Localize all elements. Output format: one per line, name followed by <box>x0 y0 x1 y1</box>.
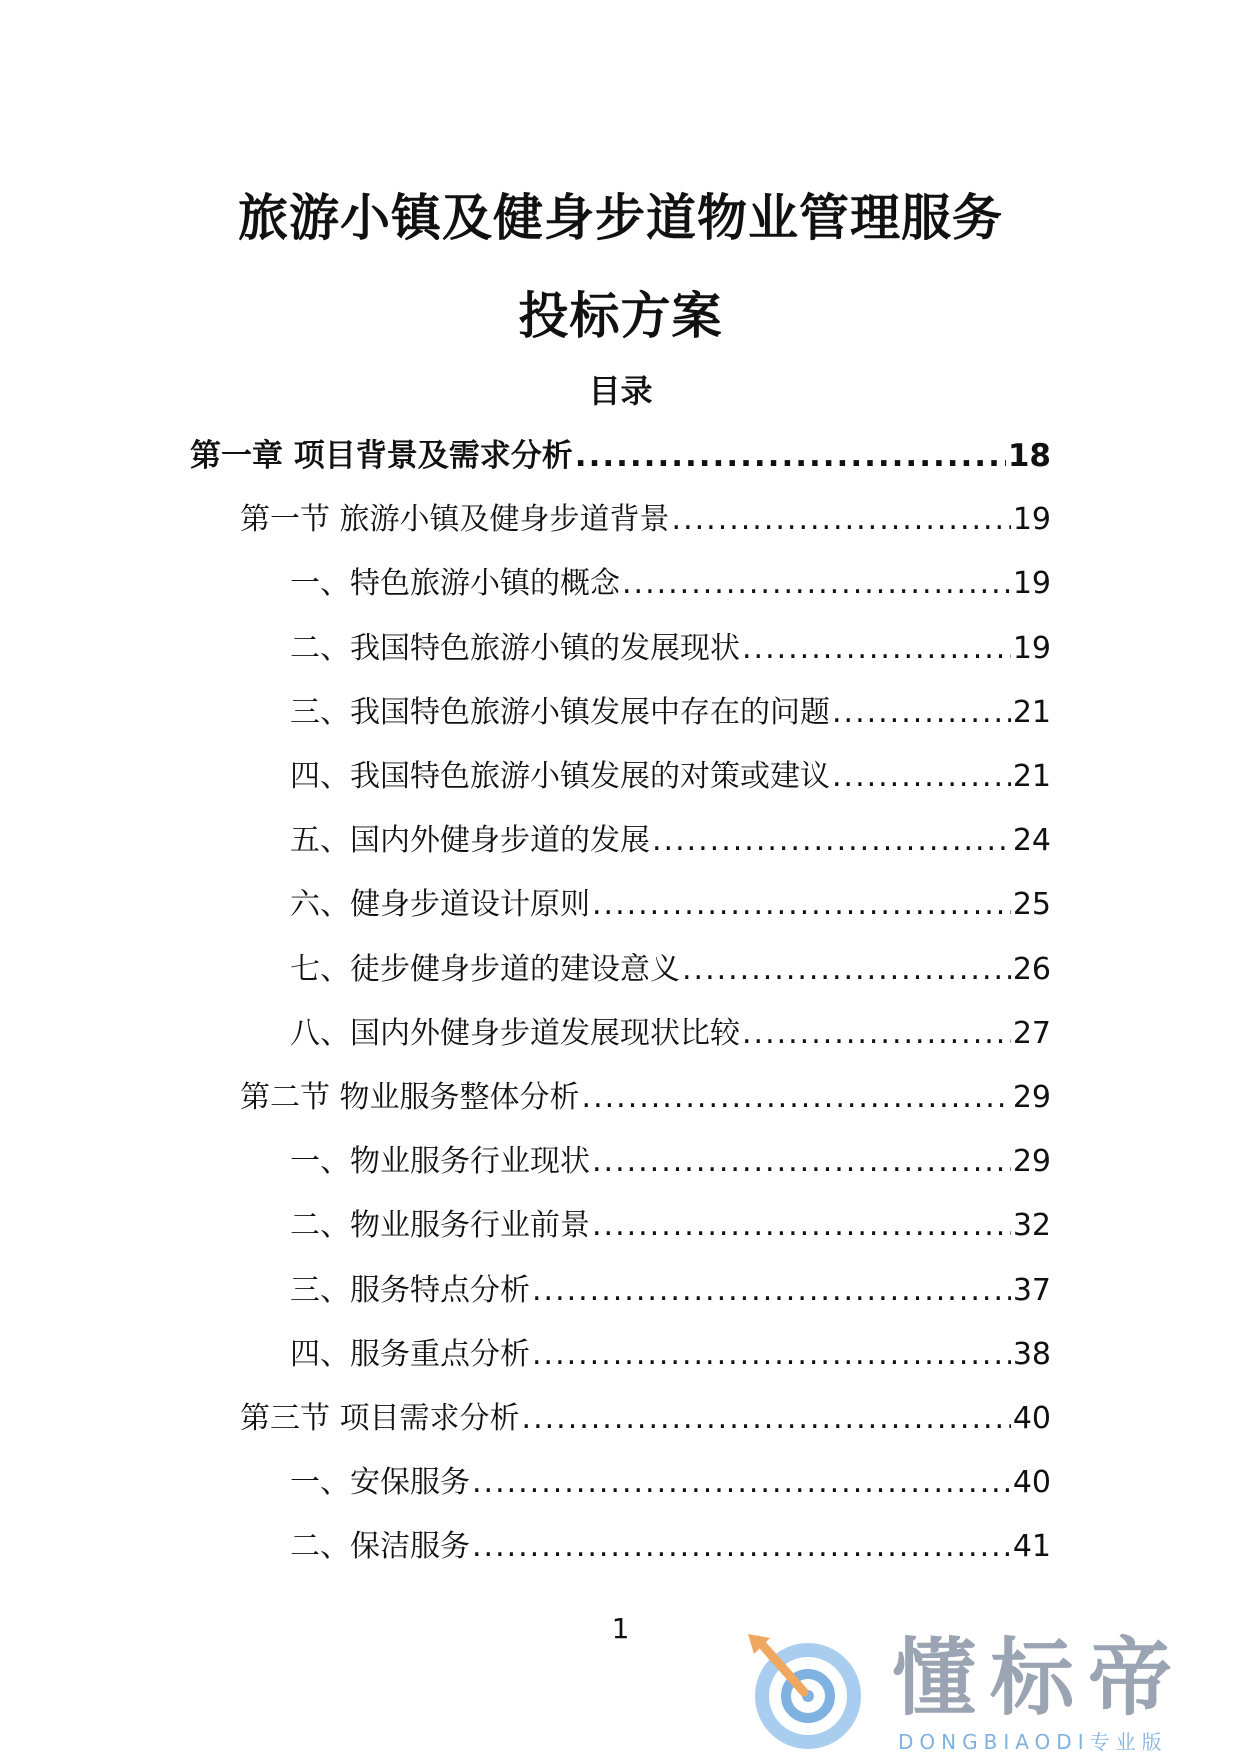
toc-entry-label: 六、健身步道设计原则 <box>290 887 590 922</box>
toc-dot-leader <box>652 823 1011 858</box>
toc-entry-page: 29 <box>1012 1080 1051 1115</box>
toc-entry[interactable] <box>290 879 1051 921</box>
toc-entry[interactable] <box>290 1008 1051 1050</box>
toc-entry-page: 29 <box>1012 1144 1051 1179</box>
watermark-subtitle: DONGBIAODI专业版 <box>898 1730 1168 1754</box>
toc-entry-page: 40 <box>1012 1401 1051 1436</box>
toc-entry[interactable] <box>290 1457 1051 1499</box>
toc-entry-label: 第一章 项目背景及需求分析 <box>190 438 573 474</box>
toc-entry-label: 一、特色旅游小镇的概念 <box>290 566 620 601</box>
toc-dot-leader <box>472 1529 1011 1564</box>
toc-dot-leader <box>582 1080 1011 1115</box>
toc-entry-label: 四、我国特色旅游小镇发展的对策或建议 <box>290 759 830 794</box>
toc-entry-page: 26 <box>1012 952 1051 987</box>
document-title-line-2: 投标方案 <box>518 287 723 345</box>
toc-entry-label: 二、我国特色旅游小镇的发展现状 <box>290 631 740 666</box>
toc-dot-leader <box>472 1465 1011 1500</box>
toc-entry-page: 19 <box>1012 631 1051 666</box>
toc-entry[interactable] <box>290 1521 1051 1563</box>
page-number: 1 <box>611 1612 630 1645</box>
toc-dot-leader <box>532 1273 1011 1308</box>
toc-entry[interactable] <box>240 494 1051 536</box>
toc-dot-leader <box>522 1401 1011 1436</box>
toc-entry-page: 25 <box>1012 887 1051 922</box>
toc-entry-label: 三、我国特色旅游小镇发展中存在的问题 <box>290 695 830 730</box>
toc-dot-leader <box>622 566 1011 601</box>
toc-entry-page: 21 <box>1012 695 1051 730</box>
toc-entry-label: 第三节 项目需求分析 <box>240 1401 520 1436</box>
toc-entry[interactable] <box>290 623 1051 665</box>
toc-entry-page: 32 <box>1012 1208 1051 1243</box>
toc-dot-leader <box>575 438 1006 474</box>
toc-entry[interactable] <box>290 687 1051 729</box>
toc-entry-label: 一、物业服务行业现状 <box>290 1144 590 1179</box>
toc-entry-page: 38 <box>1012 1337 1051 1372</box>
toc-entry[interactable] <box>240 1393 1051 1435</box>
toc-entry-label: 三、服务特点分析 <box>290 1273 530 1308</box>
toc-dot-leader <box>592 887 1011 922</box>
toc-entry[interactable] <box>290 1265 1051 1307</box>
toc-entry[interactable] <box>290 1329 1051 1371</box>
toc-entry-page: 21 <box>1012 759 1051 794</box>
toc-dot-leader <box>672 502 1011 537</box>
toc-entry[interactable] <box>290 1136 1051 1178</box>
toc-dot-leader <box>742 631 1011 666</box>
toc-entry-label: 第二节 物业服务整体分析 <box>240 1080 580 1115</box>
toc-entry-label: 二、物业服务行业前景 <box>290 1208 590 1243</box>
toc-dot-leader <box>592 1144 1011 1179</box>
toc-entry-page: 19 <box>1012 566 1051 601</box>
toc-dot-leader <box>742 1016 1011 1051</box>
toc-dot-leader <box>682 952 1011 987</box>
toc-dot-leader <box>592 1208 1011 1243</box>
watermark-brand: 懂标帝 <box>892 1629 1187 1727</box>
toc-entry-label: 八、国内外健身步道发展现状比较 <box>290 1016 740 1051</box>
toc-entry-page: 37 <box>1012 1273 1051 1308</box>
toc-entry-label: 五、国内外健身步道的发展 <box>290 823 650 858</box>
toc-entry[interactable] <box>290 558 1051 600</box>
toc-entry[interactable] <box>290 1200 1051 1242</box>
toc-entry-page: 41 <box>1012 1529 1051 1564</box>
toc-entry-label: 二、保洁服务 <box>290 1529 470 1564</box>
toc-entry[interactable] <box>290 751 1051 793</box>
toc-entry-page: 24 <box>1012 823 1051 858</box>
toc-entry[interactable] <box>290 944 1051 986</box>
toc-entry-label: 一、安保服务 <box>290 1465 470 1500</box>
target-arrow-icon <box>740 1630 870 1750</box>
toc-entry[interactable] <box>240 1072 1051 1114</box>
toc-dot-leader <box>532 1337 1011 1372</box>
toc-entry-page: 40 <box>1012 1465 1051 1500</box>
toc-entry-page: 18 <box>1007 438 1051 474</box>
toc-entry-page: 27 <box>1012 1016 1051 1051</box>
toc-entry-label: 第一节 旅游小镇及健身步道背景 <box>240 502 670 537</box>
toc-dot-leader <box>832 759 1011 794</box>
document-title-line-1: 旅游小镇及健身步道物业管理服务 <box>238 189 1003 247</box>
toc-dot-leader <box>832 695 1011 730</box>
toc-entry[interactable] <box>190 430 1051 472</box>
toc-heading: 目录 <box>588 372 653 410</box>
watermark <box>740 1629 1220 1754</box>
toc-entry-label: 四、服务重点分析 <box>290 1337 530 1372</box>
toc-entry-label: 七、徒步健身步道的建设意义 <box>290 952 680 987</box>
toc-entry-page: 19 <box>1012 502 1051 537</box>
toc-entry[interactable] <box>290 815 1051 857</box>
